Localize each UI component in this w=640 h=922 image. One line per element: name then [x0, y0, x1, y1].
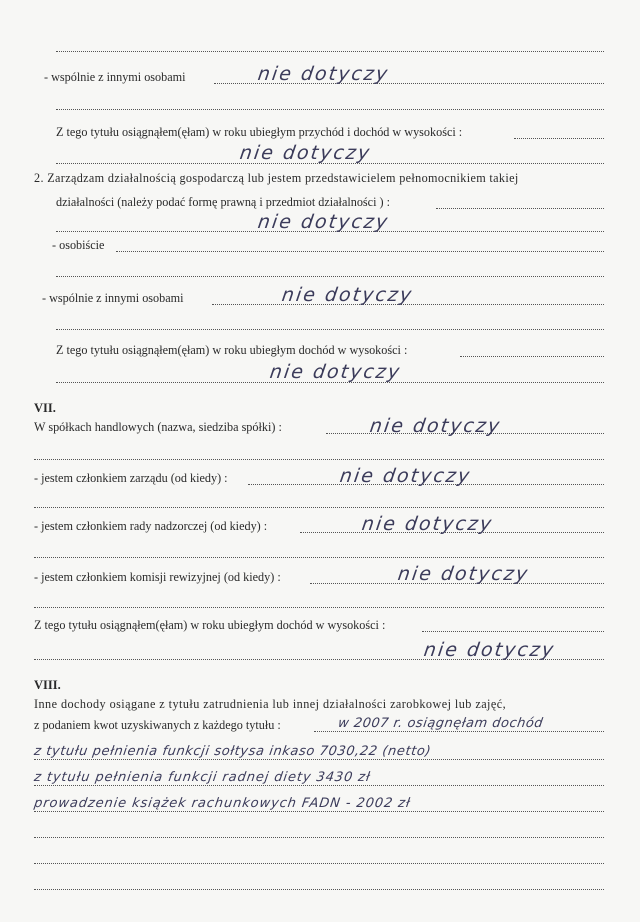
handwritten-answer: nie dotyczy: [238, 142, 373, 164]
handwritten-answer: nie dotyczy: [256, 63, 391, 85]
dotted-line: [422, 630, 604, 632]
dotted-line: [34, 506, 604, 508]
handwritten-answer: z tytułu pełnienia funkcji sołtysa inkaso 7030,22 (netto): [33, 744, 433, 759]
section-heading-vii: VII.: [34, 401, 56, 415]
board-label: - jestem członkiem zarządu (od kiedy) :: [34, 471, 228, 485]
dotted-line: [56, 328, 604, 330]
dotted-line: [34, 862, 604, 864]
dotted-line: [34, 556, 604, 558]
income-revenue-label: Z tego tytułu osiągnąłem(ęłam) w roku ubiegłym przychód i dochód w wysokości :: [56, 125, 463, 139]
item-2-line-2: działalności (należy podać formę prawną i przedmiot działalności ) :: [56, 195, 391, 209]
section-heading-viii: VIII.: [34, 678, 61, 692]
handwritten-answer: nie dotyczy: [368, 415, 503, 437]
dotted-line: [56, 50, 604, 52]
jointly-label: - wspólnie z innymi osobami: [44, 70, 186, 84]
dotted-line: [514, 137, 604, 139]
dotted-line: [34, 606, 604, 608]
handwritten-answer: nie dotyczy: [422, 639, 557, 661]
other-income-line-1: Inne dochody osiągane z tytułu zatrudnienia lub innej działalności zarobkowej lub zajęć,: [34, 697, 507, 711]
dotted-line: [34, 458, 604, 460]
audit-label: - jestem członkiem komisji rewizyjnej (od kiedy) :: [34, 570, 281, 584]
income-label-vii: Z tego tytułu osiągnąłem(ęłam) w roku ubiegłym dochód w wysokości :: [34, 618, 386, 632]
handwritten-answer: nie dotyczy: [360, 513, 495, 535]
handwritten-answer: nie dotyczy: [280, 284, 415, 306]
personally-label: - osobiście: [52, 238, 105, 252]
dotted-line: [56, 108, 604, 110]
dotted-line: [436, 207, 604, 209]
supervisory-label: - jestem członkiem rady nadzorczej (od kiedy) :: [34, 519, 268, 533]
item-2-line-1: 2. Zarządzam działalnością gospodarczą lub jestem przedstawicielem pełnomocnikiem takiej: [34, 171, 519, 185]
dotted-line: [116, 250, 604, 252]
handwritten-answer: prowadzenie książek rachunkowych FADN - 2002 zł: [33, 796, 412, 811]
handwritten-answer: nie dotyczy: [256, 211, 391, 233]
income-label: Z tego tytułu osiągnąłem(ęłam) w roku ubiegłym dochód w wysokości :: [56, 343, 408, 357]
dotted-line: [460, 355, 604, 357]
companies-label: W spółkach handlowych (nazwa, siedziba spółki) :: [34, 420, 282, 434]
handwritten-answer: w 2007 r. osiągnęłam dochód: [337, 716, 545, 731]
handwritten-answer: nie dotyczy: [338, 465, 473, 487]
handwritten-answer: nie dotyczy: [396, 563, 531, 585]
handwritten-answer: z tytułu pełnienia funkcji radnej diety 3430 zł: [33, 770, 372, 785]
jointly-label-2: - wspólnie z innymi osobami: [42, 291, 184, 305]
handwritten-answer: nie dotyczy: [268, 361, 403, 383]
other-income-line-2: z podaniem kwot uzyskiwanych z każdego tytułu :: [34, 718, 281, 732]
dotted-line: [56, 275, 604, 277]
dotted-line: [34, 888, 604, 890]
dotted-line: [34, 836, 604, 838]
